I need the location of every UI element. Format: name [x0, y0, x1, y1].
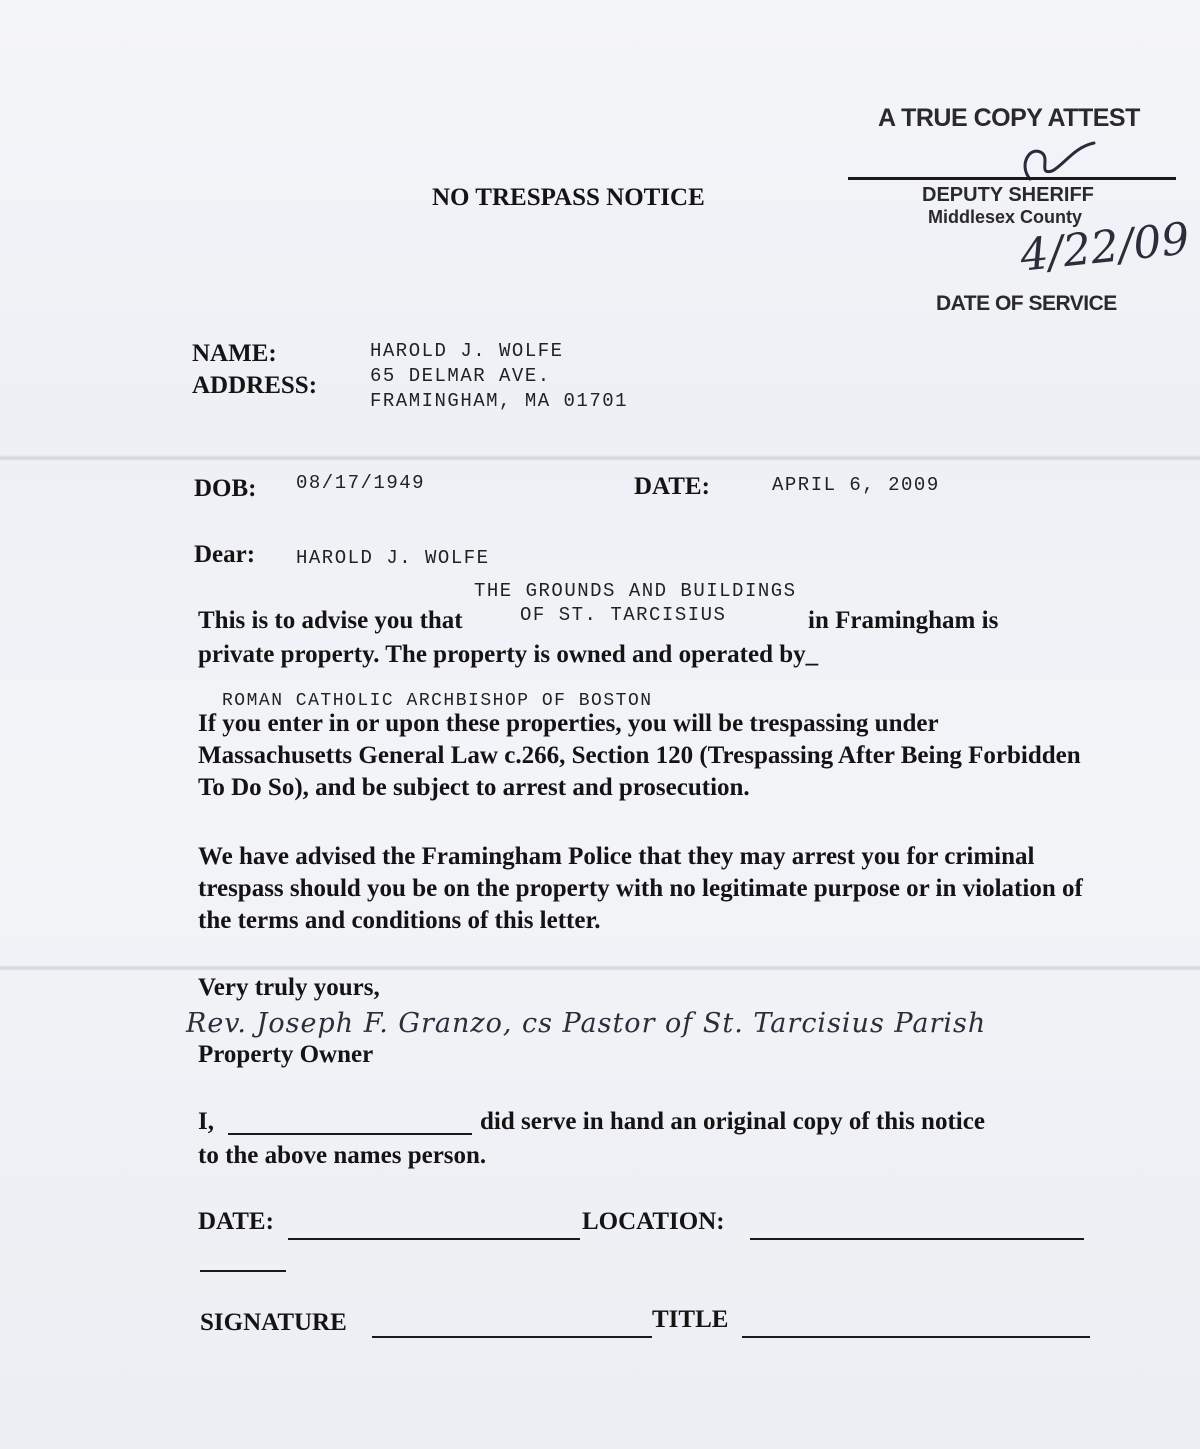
property-line2: OF ST. TARCISIUS: [520, 604, 727, 626]
name-value: HAROLD J. WOLFE: [370, 340, 564, 362]
date-value: APRIL 6, 2009: [772, 474, 940, 496]
handwritten-service-date: 4/22/09: [1017, 213, 1192, 282]
police-paragraph: We have advised the Framingham Police that they may arrest you for criminal trespass should you be on the property with no legitimate purpose or in violation of the terms and conditions of this letter.: [198, 843, 1083, 934]
property-owner-value: ROMAN CATHOLIC ARCHBISHOP OF BOSTON: [222, 691, 653, 711]
served-text: did serve in hand an original copy of this notice: [480, 1108, 985, 1135]
signature-line[interactable]: [372, 1336, 652, 1338]
address-line1: 65 DELMAR AVE.: [370, 365, 551, 387]
location-label: LOCATION:: [582, 1208, 725, 1235]
dob-value: 08/17/1949: [296, 472, 426, 494]
notice-title: NO TRESPASS NOTICE: [432, 184, 705, 211]
service-date-label: DATE:: [198, 1208, 274, 1235]
served-i-label: I,: [198, 1108, 214, 1135]
property-owner-label: Property Owner: [198, 1041, 374, 1068]
trespass-paragraph: If you enter in or upon these properties, you will be trespassing under Massachusetts General Law c.266, Section 120 (Trespassing After Being Forbidden To Do So), and be subject to arrest and prosecution.: [198, 710, 1081, 801]
dob-label: DOB:: [194, 475, 257, 502]
property-line1: THE GROUNDS AND BUILDINGS: [474, 580, 797, 602]
location-line-continued[interactable]: [200, 1270, 286, 1272]
dear-label: Dear:: [194, 541, 256, 568]
title-label: TITLE: [652, 1306, 729, 1333]
advise-line2: private property. The property is owned and operated by_: [198, 641, 819, 668]
paper-fold: [0, 455, 1200, 461]
stamp-date-label: DATE OF SERVICE: [936, 292, 1117, 315]
valediction: Very truly yours,: [198, 974, 380, 1001]
dear-value: HAROLD J. WOLFE: [296, 547, 490, 569]
service-date-line[interactable]: [288, 1238, 580, 1240]
stamp-signature-line: [848, 177, 1176, 180]
location-line[interactable]: [750, 1238, 1084, 1240]
date-label: DATE:: [634, 473, 710, 500]
name-label: NAME:: [192, 340, 277, 367]
served-text-2: to the above names person.: [198, 1142, 487, 1169]
handwritten-signature: Rev. Joseph F. Granzo, cs Pastor of St. Tarcisius Parish: [186, 1008, 987, 1039]
address-label: ADDRESS:: [192, 372, 318, 399]
stamp-attest: A TRUE COPY ATTEST: [878, 104, 1140, 132]
signature-label: SIGNATURE: [200, 1309, 347, 1336]
advise-tail: in Framingham is: [808, 607, 999, 634]
paper-fold: [0, 965, 1200, 971]
advise-lead: This is to advise you that: [198, 607, 463, 634]
stamp-officer: DEPUTY SHERIFF: [922, 184, 1094, 206]
stamp-county: Middlesex County: [928, 207, 1083, 227]
title-line[interactable]: [742, 1336, 1090, 1338]
server-name-line[interactable]: [228, 1133, 472, 1135]
address-line2: FRAMINGHAM, MA 01701: [370, 390, 629, 412]
